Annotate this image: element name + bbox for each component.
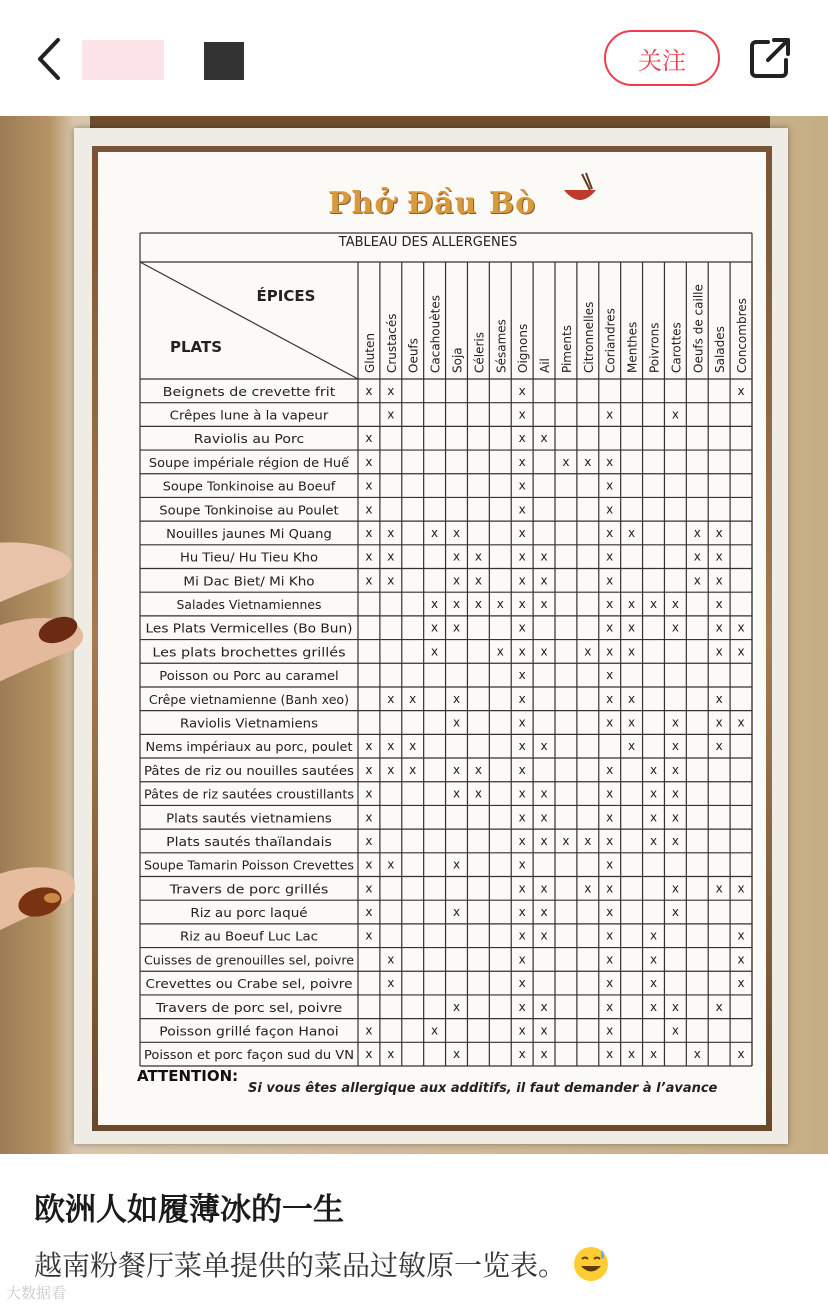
allergen-mark: x bbox=[518, 525, 526, 540]
allergen-mark: x bbox=[518, 478, 526, 493]
author-name-redacted[interactable] bbox=[204, 42, 244, 80]
dish-name: Poisson grillé façon Hanoi bbox=[159, 1023, 339, 1039]
allergen-mark: x bbox=[606, 1023, 614, 1038]
allergen-mark: x bbox=[365, 905, 373, 920]
allergen-mark: x bbox=[518, 431, 526, 446]
allergen-mark: x bbox=[496, 644, 504, 659]
column-header: Sésames bbox=[494, 319, 509, 373]
column-header: Salades bbox=[713, 326, 728, 373]
allergen-mark: x bbox=[496, 597, 504, 612]
allergen-mark: x bbox=[671, 881, 679, 896]
allergen-mark: x bbox=[518, 739, 526, 754]
allergen-mark: x bbox=[584, 454, 592, 469]
dish-name: Les Plats Vermicelles (Bo Bun) bbox=[145, 620, 353, 636]
allergen-mark: x bbox=[518, 976, 526, 991]
column-header: Gluten bbox=[362, 333, 377, 373]
allergen-mark: x bbox=[606, 786, 614, 801]
allergen-mark: x bbox=[474, 549, 482, 564]
allergen-mark: x bbox=[540, 1047, 548, 1062]
allergen-mark: x bbox=[737, 715, 745, 730]
column-header: Soja bbox=[450, 347, 465, 373]
dish-name: Pâtes de riz sautées croustillants bbox=[144, 786, 354, 802]
column-header: Piments bbox=[559, 325, 574, 373]
allergen-mark: x bbox=[540, 644, 548, 659]
column-header: Carottes bbox=[669, 322, 684, 373]
allergen-mark: x bbox=[518, 383, 526, 398]
watermark: 大数据看 bbox=[6, 1284, 67, 1302]
allergen-mark: x bbox=[365, 431, 373, 446]
allergen-mark: x bbox=[365, 1047, 373, 1062]
allergen-mark: x bbox=[606, 407, 614, 422]
column-header: Oeufs bbox=[406, 338, 421, 373]
allergen-mark: x bbox=[606, 478, 614, 493]
allergen-mark: x bbox=[606, 573, 614, 588]
allergen-mark: x bbox=[715, 525, 723, 540]
allergen-mark: x bbox=[518, 668, 526, 683]
allergen-mark: x bbox=[365, 478, 373, 493]
attention-text: Si vous êtes allergique aux additifs, il faut demander à l’avance bbox=[248, 1081, 718, 1096]
allergen-mark: x bbox=[715, 620, 723, 635]
allergen-mark: x bbox=[715, 881, 723, 896]
allergen-mark: x bbox=[452, 597, 461, 612]
allergen-mark: x bbox=[671, 715, 679, 730]
sweat-smile-emoji-icon bbox=[572, 1245, 610, 1283]
allergen-mark: x bbox=[474, 573, 482, 588]
allergen-mark: x bbox=[628, 597, 636, 612]
allergen-mark: x bbox=[518, 597, 526, 612]
allergen-mark: x bbox=[606, 1047, 614, 1062]
allergen-mark: x bbox=[365, 573, 373, 588]
follow-button[interactable]: 关注 bbox=[604, 30, 720, 86]
allergen-mark: x bbox=[540, 928, 548, 943]
allergen-mark: x bbox=[540, 549, 548, 564]
allergen-mark: x bbox=[540, 573, 548, 588]
post-body-text: 越南粉餐厅菜单提供的菜品过敏原一览表。 bbox=[34, 1249, 567, 1282]
allergen-mark: x bbox=[606, 928, 614, 943]
allergen-mark: x bbox=[671, 905, 679, 920]
allergen-mark: x bbox=[387, 691, 395, 706]
allergen-mark: x bbox=[628, 1047, 636, 1062]
dish-name: Riz au Boeuf Luc Lac bbox=[180, 928, 319, 944]
dish-name: Soupe Tamarin Poisson Crevettes bbox=[144, 857, 354, 873]
allergen-mark: x bbox=[606, 597, 614, 612]
allergen-mark: x bbox=[452, 573, 461, 588]
corner-bottom-label: PLATS bbox=[169, 338, 223, 356]
allergen-mark: x bbox=[606, 857, 614, 872]
allergen-mark: x bbox=[431, 1023, 439, 1038]
allergen-mark: x bbox=[365, 810, 373, 825]
allergen-mark: x bbox=[518, 905, 526, 920]
dish-name: Raviolis au Porc bbox=[193, 431, 305, 447]
allergen-mark: x bbox=[518, 407, 526, 422]
dish-name: Poisson et porc façon sud du VN bbox=[144, 1047, 354, 1063]
back-button[interactable] bbox=[30, 34, 70, 84]
column-header: Coriandres bbox=[603, 308, 618, 373]
back-chevron-icon bbox=[30, 34, 70, 84]
allergen-mark: x bbox=[671, 620, 679, 635]
allergen-mark: x bbox=[628, 691, 636, 706]
allergen-mark: x bbox=[715, 999, 723, 1014]
allergen-mark: x bbox=[365, 857, 373, 872]
allergen-mark: x bbox=[387, 407, 395, 422]
allergen-mark: x bbox=[452, 762, 461, 777]
allergen-mark: x bbox=[584, 833, 592, 848]
allergen-mark: x bbox=[518, 502, 526, 517]
allergen-mark: x bbox=[518, 573, 526, 588]
allergen-mark: x bbox=[431, 597, 439, 612]
attention-label: ATTENTION: bbox=[137, 1067, 239, 1085]
allergen-mark: x bbox=[365, 383, 373, 398]
dish-name: Cuisses de grenouilles sel, poivre bbox=[144, 952, 355, 968]
allergen-mark: x bbox=[628, 739, 636, 754]
allergen-mark: x bbox=[452, 1047, 461, 1062]
allergen-mark: x bbox=[737, 881, 745, 896]
allergen-mark: x bbox=[671, 1023, 679, 1038]
allergen-mark: x bbox=[671, 597, 679, 612]
allergen-mark: x bbox=[606, 881, 614, 896]
allergen-mark: x bbox=[452, 786, 461, 801]
allergen-mark: x bbox=[693, 573, 701, 588]
dish-name: Les plats brochettes grillés bbox=[152, 644, 346, 660]
allergen-mark: x bbox=[387, 976, 395, 991]
allergen-mark: x bbox=[387, 739, 395, 754]
allergen-mark: x bbox=[628, 525, 636, 540]
allergen-mark: x bbox=[387, 549, 395, 564]
column-header: Poivrons bbox=[647, 322, 662, 373]
allergen-mark: x bbox=[671, 999, 679, 1014]
grid-line bbox=[140, 262, 358, 379]
dish-name: Soupe impériale région de Huế bbox=[148, 454, 350, 470]
allergen-mark: x bbox=[606, 999, 614, 1014]
allergen-mark: x bbox=[540, 999, 548, 1014]
allergen-mark: x bbox=[387, 383, 395, 398]
allergen-mark: x bbox=[518, 881, 526, 896]
dish-name: Crêpes lune à la vapeur bbox=[169, 407, 330, 423]
allergen-mark: x bbox=[540, 786, 548, 801]
dish-name: Soupe Tonkinoise au Poulet bbox=[159, 502, 339, 518]
dish-name: Pâtes de riz ou nouilles sautées bbox=[144, 762, 354, 778]
allergen-mark: x bbox=[365, 786, 373, 801]
allergen-mark: x bbox=[540, 810, 548, 825]
allergen-mark: x bbox=[628, 620, 636, 635]
allergen-mark: x bbox=[693, 1047, 701, 1062]
allergen-mark: x bbox=[606, 715, 614, 730]
allergen-mark: x bbox=[540, 739, 548, 754]
allergen-mark: x bbox=[452, 999, 461, 1014]
allergen-mark: x bbox=[452, 857, 461, 872]
allergen-mark: x bbox=[649, 810, 658, 825]
column-header: Céleris bbox=[472, 332, 487, 373]
table-title: TABLEAU DES ALLERGENES bbox=[338, 235, 518, 250]
allergen-mark: x bbox=[649, 597, 658, 612]
allergen-mark: x bbox=[540, 905, 548, 920]
column-header: Menthes bbox=[625, 321, 640, 373]
allergen-mark: x bbox=[387, 857, 395, 872]
dish-name: Plats sautés vietnamiens bbox=[166, 810, 332, 826]
allergen-mark: x bbox=[474, 786, 482, 801]
allergen-mark: x bbox=[518, 549, 526, 564]
allergen-mark: x bbox=[365, 833, 373, 848]
allergen-mark: x bbox=[671, 407, 679, 422]
allergen-mark: x bbox=[737, 620, 745, 635]
allergen-mark: x bbox=[671, 739, 679, 754]
allergen-mark: x bbox=[606, 952, 614, 967]
allergen-mark: x bbox=[649, 976, 658, 991]
allergen-mark: x bbox=[562, 833, 570, 848]
dish-name: Salades Vietnamiennes bbox=[176, 597, 322, 613]
allergen-mark: x bbox=[628, 715, 636, 730]
allergen-mark: x bbox=[737, 383, 745, 398]
column-header: Ail bbox=[538, 358, 553, 373]
allergen-mark: x bbox=[584, 881, 592, 896]
allergen-mark: x bbox=[518, 691, 526, 706]
dish-name: Travers de porc grillés bbox=[168, 881, 329, 897]
dish-name: Mi Dac Biet/ Mi Kho bbox=[183, 573, 315, 589]
allergen-mark: x bbox=[387, 525, 395, 540]
dish-name: Poisson ou Porc au caramel bbox=[159, 668, 339, 684]
top-bar bbox=[0, 0, 828, 116]
allergen-mark: x bbox=[518, 620, 526, 635]
dish-name: Soupe Tonkinoise au Boeuf bbox=[162, 478, 336, 494]
allergen-mark: x bbox=[365, 1023, 373, 1038]
allergen-mark: x bbox=[584, 644, 592, 659]
allergen-mark: x bbox=[431, 620, 439, 635]
allergen-mark: x bbox=[671, 786, 679, 801]
post-photo[interactable] bbox=[0, 116, 828, 1154]
allergen-mark: x bbox=[540, 431, 548, 446]
allergen-mark: x bbox=[431, 525, 439, 540]
allergen-mark: x bbox=[693, 525, 701, 540]
dish-name: Riz au porc laqué bbox=[190, 905, 308, 921]
column-header: Crustacés bbox=[384, 313, 399, 373]
allergen-mark: x bbox=[606, 454, 614, 469]
dish-name: Beignets de crevette frit bbox=[162, 383, 336, 399]
allergen-mark: x bbox=[562, 454, 570, 469]
allergen-mark: x bbox=[365, 928, 373, 943]
allergen-mark: x bbox=[409, 762, 417, 777]
allergen-mark: x bbox=[409, 691, 417, 706]
post-body bbox=[34, 1244, 610, 1284]
allergen-mark: x bbox=[452, 715, 461, 730]
dish-name: Travers de porc sel, poivre bbox=[154, 999, 343, 1015]
allergen-mark: x bbox=[518, 810, 526, 825]
allergen-mark: x bbox=[606, 976, 614, 991]
allergen-mark: x bbox=[737, 644, 745, 659]
share-button[interactable] bbox=[748, 36, 792, 80]
allergen-mark: x bbox=[540, 833, 548, 848]
allergen-mark: x bbox=[518, 786, 526, 801]
allergen-mark: x bbox=[365, 502, 373, 517]
allergen-mark: x bbox=[452, 905, 461, 920]
restaurant-brand: Phở Đầu Bò bbox=[328, 186, 537, 221]
allergen-mark: x bbox=[649, 952, 658, 967]
allergen-mark: x bbox=[671, 810, 679, 825]
allergen-mark: x bbox=[387, 762, 395, 777]
allergen-mark: x bbox=[452, 525, 461, 540]
allergen-mark: x bbox=[518, 454, 526, 469]
allergen-mark: x bbox=[715, 573, 723, 588]
allergen-mark: x bbox=[409, 739, 417, 754]
allergen-mark: x bbox=[518, 1047, 526, 1062]
allergen-mark: x bbox=[540, 597, 548, 612]
allergen-mark: x bbox=[365, 762, 373, 777]
hand-holding-menu bbox=[0, 526, 120, 1046]
allergen-mark: x bbox=[452, 620, 461, 635]
allergen-mark: x bbox=[365, 525, 373, 540]
dish-name: Plats sautés thaïlandais bbox=[166, 833, 332, 849]
allergen-mark: x bbox=[649, 786, 658, 801]
allergen-mark: x bbox=[387, 1047, 395, 1062]
allergen-mark: x bbox=[518, 715, 526, 730]
dish-name: Crevettes ou Crabe sel, poivre bbox=[145, 976, 353, 992]
share-icon bbox=[748, 36, 792, 80]
allergen-mark: x bbox=[628, 644, 636, 659]
author-avatar[interactable] bbox=[82, 40, 164, 80]
allergen-mark: x bbox=[606, 833, 614, 848]
allergen-mark: x bbox=[365, 549, 373, 564]
allergen-mark: x bbox=[693, 549, 701, 564]
allergen-mark: x bbox=[606, 691, 614, 706]
allergen-mark: x bbox=[649, 762, 658, 777]
allergen-mark: x bbox=[715, 597, 723, 612]
allergen-mark: x bbox=[431, 644, 439, 659]
column-header: Concombres bbox=[735, 298, 750, 373]
allergen-mark: x bbox=[671, 833, 679, 848]
column-header: Cacahouètes bbox=[428, 295, 443, 373]
dish-name: Raviolis Vietnamiens bbox=[180, 715, 318, 731]
dish-name: Nouilles jaunes Mi Quang bbox=[166, 525, 332, 541]
allergen-mark: x bbox=[540, 1023, 548, 1038]
allergen-mark: x bbox=[452, 691, 461, 706]
allergen-mark: x bbox=[715, 644, 723, 659]
allergen-mark: x bbox=[387, 952, 395, 967]
allergen-mark: x bbox=[518, 1023, 526, 1038]
allergen-mark: x bbox=[715, 691, 723, 706]
column-header: Oignons bbox=[516, 323, 531, 373]
allergen-mark: x bbox=[606, 644, 614, 659]
post-title: 欧洲人如履薄冰的一生 bbox=[34, 1192, 344, 1228]
allergen-mark: x bbox=[671, 762, 679, 777]
allergen-mark: x bbox=[715, 715, 723, 730]
allergen-mark: x bbox=[737, 928, 745, 943]
allergen-mark: x bbox=[606, 620, 614, 635]
allergen-mark: x bbox=[518, 928, 526, 943]
allergen-mark: x bbox=[606, 668, 614, 683]
allergen-mark: x bbox=[518, 833, 526, 848]
allergen-mark: x bbox=[474, 762, 482, 777]
allergen-mark: x bbox=[606, 905, 614, 920]
allergen-mark: x bbox=[606, 549, 614, 564]
allergen-mark: x bbox=[518, 857, 526, 872]
allergen-mark: x bbox=[606, 502, 614, 517]
allergen-mark: x bbox=[606, 810, 614, 825]
column-header: Citronnelles bbox=[581, 301, 596, 373]
allergen-mark: x bbox=[737, 976, 745, 991]
allergen-mark: x bbox=[737, 1047, 745, 1062]
allergen-mark: x bbox=[365, 881, 373, 896]
allergen-mark: x bbox=[649, 833, 658, 848]
allergen-mark: x bbox=[649, 1047, 658, 1062]
allergen-mark: x bbox=[365, 454, 373, 469]
allergen-mark: x bbox=[518, 952, 526, 967]
allergen-mark: x bbox=[606, 525, 614, 540]
dish-name: Hu Tieu/ Hu Tieu Kho bbox=[180, 549, 318, 565]
corner-top-label: ÉPICES bbox=[256, 287, 316, 305]
allergen-mark: x bbox=[715, 739, 723, 754]
allergen-mark: x bbox=[737, 952, 745, 967]
allergen-mark: x bbox=[518, 762, 526, 777]
allergen-mark: x bbox=[518, 999, 526, 1014]
allergen-mark: x bbox=[452, 549, 461, 564]
allergen-mark: x bbox=[649, 928, 658, 943]
allergen-mark: x bbox=[649, 999, 658, 1014]
allergen-mark: x bbox=[474, 597, 482, 612]
allergen-mark: x bbox=[518, 644, 526, 659]
allergen-mark: x bbox=[540, 881, 548, 896]
allergen-mark: x bbox=[365, 739, 373, 754]
dish-name: Nems impériaux au porc, poulet bbox=[145, 739, 353, 755]
allergen-mark: x bbox=[715, 549, 723, 564]
dish-name: Crêpe vietnamienne (Banh xeo) bbox=[148, 691, 350, 707]
allergen-mark: x bbox=[606, 762, 614, 777]
column-header: Oeufs de caille bbox=[691, 284, 706, 373]
allergen-mark: x bbox=[387, 573, 395, 588]
allergen-table bbox=[0, 116, 828, 1154]
